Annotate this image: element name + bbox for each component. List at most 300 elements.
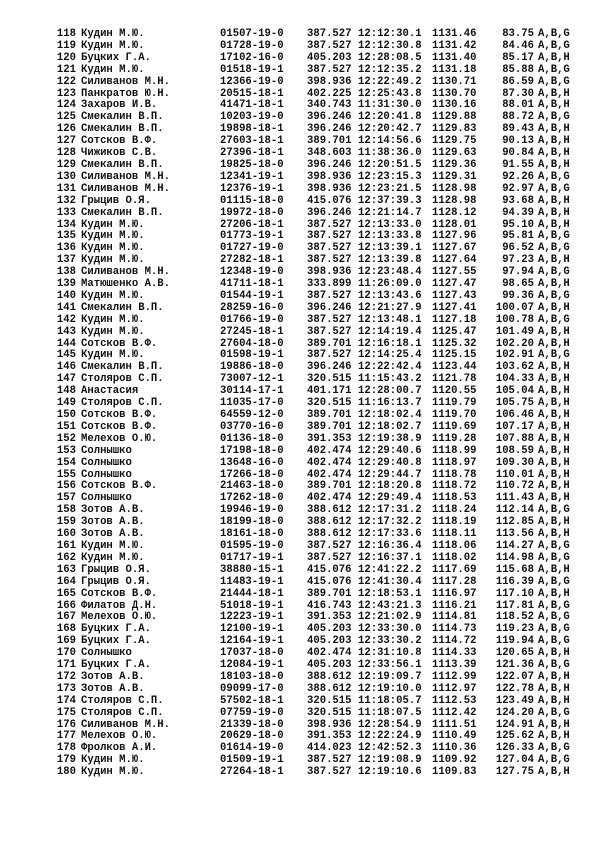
distance: 398.936: [307, 266, 352, 279]
category: A,B,H: [538, 647, 570, 660]
category: A,B,G: [538, 242, 570, 255]
participant-name: Буцких Г.А.: [81, 51, 151, 64]
distance: 320.515: [307, 694, 352, 707]
participant-name: Сотсков В.Ф.: [81, 135, 158, 148]
ring-number: 09099-17-0: [220, 682, 284, 695]
speed: 1128.98: [432, 194, 477, 207]
arrival-time: 12:18:02.4: [358, 409, 422, 421]
points: 126.33: [495, 742, 534, 755]
distance: 405.203: [307, 623, 352, 636]
arrival-time: 12:20:42.7: [358, 123, 422, 136]
distance: 391.353: [307, 611, 352, 624]
category: A,B,H: [538, 123, 570, 136]
points: 92.26: [502, 170, 534, 183]
distance: 387.527: [307, 254, 352, 267]
distance: 387.527: [307, 313, 352, 326]
arrival-time: 12:14:56.6: [358, 135, 422, 148]
distance: 396.246: [307, 123, 352, 136]
speed: 1130.71: [432, 75, 477, 88]
points: 100.78: [495, 313, 534, 326]
speed: 1118.11: [432, 528, 477, 541]
ring-number: 12100-19-1: [220, 623, 284, 636]
participant-name: Кудин М.Ю.: [81, 39, 145, 52]
ring-number: 01136-18-0: [220, 432, 284, 445]
arrival-time: 11:38:36.0: [358, 147, 422, 160]
speed: 1119.69: [432, 420, 477, 433]
points: 101.49: [495, 325, 534, 338]
points: 83.75: [502, 28, 534, 40]
category: A,B,H: [538, 432, 570, 445]
distance: 405.203: [307, 659, 352, 672]
ring-number: 01727-19-0: [220, 242, 284, 255]
points: 125.62: [495, 730, 534, 743]
distance: 387.527: [307, 230, 352, 243]
distance: 389.701: [307, 135, 352, 148]
place-number: 174: [56, 694, 76, 707]
table-row: [50, 446, 590, 458]
speed: 1129.88: [432, 111, 477, 124]
speed: 1109.83: [432, 766, 477, 779]
points: 102.20: [495, 337, 534, 350]
place-number: 130: [56, 170, 76, 183]
ring-number: 57502-18-1: [220, 694, 284, 707]
participant-name: Силиванов М.Н.: [81, 182, 171, 195]
participant-name: Смекалин В.П.: [81, 158, 164, 171]
table-row: [50, 303, 590, 315]
points: 105.75: [495, 397, 534, 410]
place-number: 133: [56, 206, 76, 219]
speed: 1112.42: [432, 706, 477, 719]
place-number: 122: [56, 75, 76, 88]
place-number: 178: [56, 742, 76, 755]
ring-number: 12341-19-1: [220, 170, 284, 183]
place-number: 152: [56, 432, 76, 445]
points: 97.94: [502, 266, 534, 279]
ring-number: 13648-16-0: [220, 456, 284, 469]
participant-name: Кудин М.Ю.: [81, 218, 145, 231]
speed: 1120.55: [432, 385, 477, 398]
speed: 1118.24: [432, 504, 477, 517]
ring-number: 12164-19-1: [220, 635, 284, 648]
speed: 1119.79: [432, 397, 477, 410]
participant-name: Столяров С.П.: [81, 706, 164, 719]
arrival-time: 11:31:30.0: [358, 99, 422, 112]
place-number: 118: [56, 28, 76, 40]
points: 91.55: [502, 158, 534, 171]
participant-name: Кудин М.Ю.: [81, 766, 145, 779]
table-row: [50, 327, 590, 339]
participant-name: Смекалин В.П.: [81, 206, 164, 219]
category: A,B,H: [538, 766, 570, 779]
ring-number: 11483-19-1: [220, 575, 284, 588]
distance: 398.936: [307, 718, 352, 731]
speed: 1129.36: [432, 158, 477, 171]
participant-name: Грыцив О.Я.: [81, 575, 151, 588]
arrival-time: 12:41:30.4: [358, 575, 422, 588]
place-number: 121: [56, 63, 76, 76]
category: A,B,H: [538, 158, 570, 171]
arrival-time: 12:21:27.9: [358, 301, 422, 314]
place-number: 142: [56, 313, 76, 326]
points: 112.85: [495, 516, 534, 529]
participant-name: Захаров И.В.: [81, 99, 158, 112]
place-number: 156: [56, 480, 76, 493]
place-number: 124: [56, 99, 76, 112]
category: A,B,G: [538, 39, 570, 52]
speed: 1116.97: [432, 587, 477, 600]
points: 114.27: [495, 539, 534, 552]
points: 112.14: [495, 504, 534, 517]
arrival-time: 12:13:33.0: [358, 218, 422, 231]
place-number: 146: [56, 361, 76, 374]
category: A,B,H: [538, 516, 570, 529]
points: 111.43: [495, 492, 534, 505]
points: 106.46: [495, 409, 534, 421]
points: 95.10: [502, 218, 534, 231]
points: 109.30: [495, 456, 534, 469]
category: A,B,H: [538, 135, 570, 148]
category: A,B,H: [538, 444, 570, 457]
ring-number: 19825-18-0: [220, 158, 284, 171]
participant-name: Кудин М.Ю.: [81, 349, 145, 362]
participant-name: Сотсков В.Ф.: [81, 480, 158, 493]
category: A,B,H: [538, 337, 570, 350]
table-row: [50, 196, 590, 208]
table-row: [50, 434, 590, 446]
points: 98.65: [502, 278, 534, 291]
points: 115.68: [495, 563, 534, 576]
category: A,B,G: [538, 289, 570, 302]
category: A,B,G: [538, 266, 570, 279]
arrival-time: 12:29:40.8: [358, 456, 422, 469]
distance: 396.246: [307, 301, 352, 314]
speed: 1130.70: [432, 87, 477, 100]
participant-name: Зотов А.В.: [81, 682, 145, 695]
distance: 405.203: [307, 51, 352, 64]
distance: 402.474: [307, 468, 352, 481]
arrival-time: 12:12:35.2: [358, 63, 422, 76]
category: A,B,G: [538, 623, 570, 636]
distance: 391.353: [307, 730, 352, 743]
arrival-time: 11:15:43.2: [358, 373, 422, 386]
distance: 389.701: [307, 480, 352, 493]
participant-name: Столяров С.П.: [81, 397, 164, 410]
arrival-time: 12:23:48.4: [358, 266, 422, 279]
distance: 387.527: [307, 766, 352, 779]
arrival-time: 12:21:14.7: [358, 206, 422, 219]
category: A,B,G: [538, 599, 570, 612]
speed: 1119.28: [432, 432, 477, 445]
points: 122.07: [495, 670, 534, 683]
ring-number: 01728-19-0: [220, 39, 284, 52]
ring-number: 41471-18-1: [220, 99, 284, 112]
category: A,B,G: [538, 170, 570, 183]
place-number: 169: [56, 635, 76, 648]
speed: 1119.70: [432, 409, 477, 421]
place-number: 165: [56, 587, 76, 600]
ring-number: 18161-18-0: [220, 528, 284, 541]
points: 114.98: [495, 551, 534, 564]
ring-number: 27396-18-1: [220, 147, 284, 160]
place-number: 140: [56, 289, 76, 302]
distance: 388.612: [307, 516, 352, 529]
speed: 1125.15: [432, 349, 477, 362]
points: 105.04: [495, 385, 534, 398]
arrival-time: 11:18:05.7: [358, 694, 422, 707]
arrival-time: 12:33:56.1: [358, 659, 422, 672]
speed: 1118.78: [432, 468, 477, 481]
category: A,B,H: [538, 397, 570, 410]
distance: 405.203: [307, 635, 352, 648]
category: A,B,H: [538, 51, 570, 64]
place-number: 179: [56, 754, 76, 767]
category: A,B,H: [538, 218, 570, 231]
distance: 320.515: [307, 706, 352, 719]
speed: 1118.19: [432, 516, 477, 529]
speed: 1127.96: [432, 230, 477, 243]
arrival-time: 12:13:39.8: [358, 254, 422, 267]
participant-name: Силиванов М.Н.: [81, 75, 171, 88]
category: A,B,H: [538, 420, 570, 433]
speed: 1118.72: [432, 480, 477, 493]
distance: 402.474: [307, 456, 352, 469]
arrival-time: 12:18:53.1: [358, 587, 422, 600]
place-number: 127: [56, 135, 76, 148]
category: A,B,H: [538, 254, 570, 267]
participant-name: Солнышко: [81, 456, 132, 469]
table-row: [50, 577, 590, 589]
distance: 402.474: [307, 492, 352, 505]
arrival-time: 12:22:42.4: [358, 361, 422, 374]
place-number: 172: [56, 670, 76, 683]
distance: 387.527: [307, 242, 352, 255]
place-number: 145: [56, 349, 76, 362]
arrival-time: 12:12:30.8: [358, 39, 422, 52]
category: A,B,H: [538, 385, 570, 398]
place-number: 125: [56, 111, 76, 124]
arrival-time: 12:16:36.4: [358, 539, 422, 552]
category: A,B,H: [538, 468, 570, 481]
distance: 401.171: [307, 385, 352, 398]
place-number: 161: [56, 539, 76, 552]
points: 92.97: [502, 182, 534, 195]
points: 107.88: [495, 432, 534, 445]
category: A,B,H: [538, 301, 570, 314]
participant-name: Силиванов М.Н.: [81, 266, 171, 279]
arrival-time: 12:17:33.6: [358, 528, 422, 541]
participant-name: Смекалин В.П.: [81, 111, 164, 124]
table-row: [50, 553, 590, 565]
ring-number: 17037-18-0: [220, 647, 284, 660]
arrival-time: 12:19:10.0: [358, 682, 422, 695]
distance: 396.246: [307, 206, 352, 219]
distance: 320.515: [307, 397, 352, 410]
place-number: 160: [56, 528, 76, 541]
category: A,B,G: [538, 28, 570, 40]
participant-name: Смекалин В.П.: [81, 361, 164, 374]
distance: 388.612: [307, 682, 352, 695]
speed: 1118.06: [432, 539, 477, 552]
participant-name: Кудин М.Ю.: [81, 551, 145, 564]
place-number: 123: [56, 87, 76, 100]
place-number: 136: [56, 242, 76, 255]
points: 118.52: [495, 611, 534, 624]
ring-number: 11035-17-0: [220, 397, 284, 410]
category: A,B,G: [538, 230, 570, 243]
arrival-time: 12:25:43.8: [358, 87, 422, 100]
points: 108.59: [495, 444, 534, 457]
speed: 1130.16: [432, 99, 477, 112]
place-number: 180: [56, 766, 76, 779]
category: A,B,H: [538, 694, 570, 707]
participant-name: Кудин М.Ю.: [81, 242, 145, 255]
speed: 1127.18: [432, 313, 477, 326]
points: 124.20: [495, 706, 534, 719]
category: A,B,H: [538, 492, 570, 505]
points: 113.56: [495, 528, 534, 541]
points: 124.91: [495, 718, 534, 731]
place-number: 134: [56, 218, 76, 231]
ring-number: 03770-16-0: [220, 420, 284, 433]
distance: 389.701: [307, 409, 352, 421]
category: A,B,G: [538, 575, 570, 588]
ring-number: 64559-12-0: [220, 409, 284, 421]
category: A,B,H: [538, 480, 570, 493]
speed: 1129.63: [432, 147, 477, 160]
arrival-time: 12:13:39.1: [358, 242, 422, 255]
participant-name: Зотов А.В.: [81, 516, 145, 529]
points: 110.01: [495, 468, 534, 481]
speed: 1127.41: [432, 301, 477, 314]
participant-name: Сотсков В.Ф.: [81, 420, 158, 433]
place-number: 149: [56, 397, 76, 410]
participant-name: Кудин М.Ю.: [81, 254, 145, 267]
ring-number: 27604-18-0: [220, 337, 284, 350]
ring-number: 30114-17-1: [220, 385, 284, 398]
place-number: 126: [56, 123, 76, 136]
participant-name: Солнышко: [81, 468, 132, 481]
arrival-time: 12:20:41.8: [358, 111, 422, 124]
ring-number: 19886-18-0: [220, 361, 284, 374]
ring-number: 01115-18-0: [220, 194, 284, 207]
ring-number: 20629-18-0: [220, 730, 284, 743]
place-number: 135: [56, 230, 76, 243]
arrival-time: 12:37:39.3: [358, 194, 422, 207]
arrival-time: 12:18:20.8: [358, 480, 422, 493]
speed: 1131.18: [432, 63, 477, 76]
speed: 1127.64: [432, 254, 477, 267]
arrival-time: 12:19:38.9: [358, 432, 422, 445]
speed: 1129.31: [432, 170, 477, 183]
category: A,B,G: [538, 706, 570, 719]
participant-name: Сотсков В.Ф.: [81, 587, 158, 600]
ring-number: 01518-19-1: [220, 63, 284, 76]
category: A,B,G: [538, 539, 570, 552]
distance: 402.225: [307, 87, 352, 100]
distance: 396.246: [307, 158, 352, 171]
speed: 1125.47: [432, 325, 477, 338]
speed: 1114.33: [432, 647, 477, 660]
arrival-time: 12:22:49.2: [358, 75, 422, 88]
points: 119.23: [495, 623, 534, 636]
table-row: [50, 708, 590, 720]
arrival-time: 12:16:18.1: [358, 337, 422, 350]
distance: 398.936: [307, 182, 352, 195]
speed: 1117.28: [432, 575, 477, 588]
place-number: 151: [56, 420, 76, 433]
participant-name: Фролков А.И.: [81, 742, 158, 755]
participant-name: Солнышко: [81, 444, 132, 457]
ring-number: 01717-19-1: [220, 551, 284, 564]
category: A,B,H: [538, 99, 570, 112]
arrival-time: 12:17:32.2: [358, 516, 422, 529]
speed: 1125.32: [432, 337, 477, 350]
speed: 1131.40: [432, 51, 477, 64]
place-number: 147: [56, 373, 76, 386]
category: A,B,G: [538, 75, 570, 88]
category: A,B,G: [538, 635, 570, 648]
arrival-time: 12:19:08.9: [358, 754, 422, 767]
table-row: [50, 315, 590, 327]
points: 110.72: [495, 480, 534, 493]
ring-number: 21444-18-1: [220, 587, 284, 600]
participant-name: Смекалин В.П.: [81, 123, 164, 136]
place-number: 132: [56, 194, 76, 207]
points: 116.39: [495, 575, 534, 588]
category: A,B,G: [538, 111, 570, 124]
category: A,B,H: [538, 373, 570, 386]
distance: 415.076: [307, 575, 352, 588]
ring-number: 27282-18-1: [220, 254, 284, 267]
ring-number: 73007-12-1: [220, 373, 284, 386]
ring-number: 21463-18-0: [220, 480, 284, 493]
table-row: [50, 172, 590, 184]
points: 102.91: [495, 349, 534, 362]
points: 95.81: [502, 230, 534, 243]
participant-name: Кудин М.Ю.: [81, 313, 145, 326]
ring-number: 17198-18-0: [220, 444, 284, 457]
place-number: 150: [56, 409, 76, 421]
speed: 1114.72: [432, 635, 477, 648]
ring-number: 41711-18-1: [220, 278, 284, 291]
ring-number: 07759-19-0: [220, 706, 284, 719]
distance: 388.612: [307, 670, 352, 683]
points: 99.36: [502, 289, 534, 302]
points: 123.49: [495, 694, 534, 707]
arrival-time: 12:13:48.1: [358, 313, 422, 326]
participant-name: Кудин М.Ю.: [81, 754, 145, 767]
speed: 1131.42: [432, 39, 477, 52]
points: 90.84: [502, 147, 534, 160]
category: A,B,H: [538, 528, 570, 541]
participant-name: Зотов А.В.: [81, 670, 145, 683]
speed: 1121.78: [432, 373, 477, 386]
distance: 398.936: [307, 75, 352, 88]
place-number: 154: [56, 456, 76, 469]
participant-name: Буцких Г.А.: [81, 635, 151, 648]
speed: 1118.02: [432, 551, 477, 564]
arrival-time: 12:41:22.2: [358, 563, 422, 576]
speed: 1118.99: [432, 444, 477, 457]
ring-number: 27245-18-1: [220, 325, 284, 338]
arrival-time: 12:17:31.2: [358, 504, 422, 517]
category: A,B,H: [538, 87, 570, 100]
participant-name: Столяров С.П.: [81, 373, 164, 386]
place-number: 143: [56, 325, 76, 338]
place-number: 119: [56, 39, 76, 52]
category: A,B,G: [538, 742, 570, 755]
speed: 1114.73: [432, 623, 477, 636]
